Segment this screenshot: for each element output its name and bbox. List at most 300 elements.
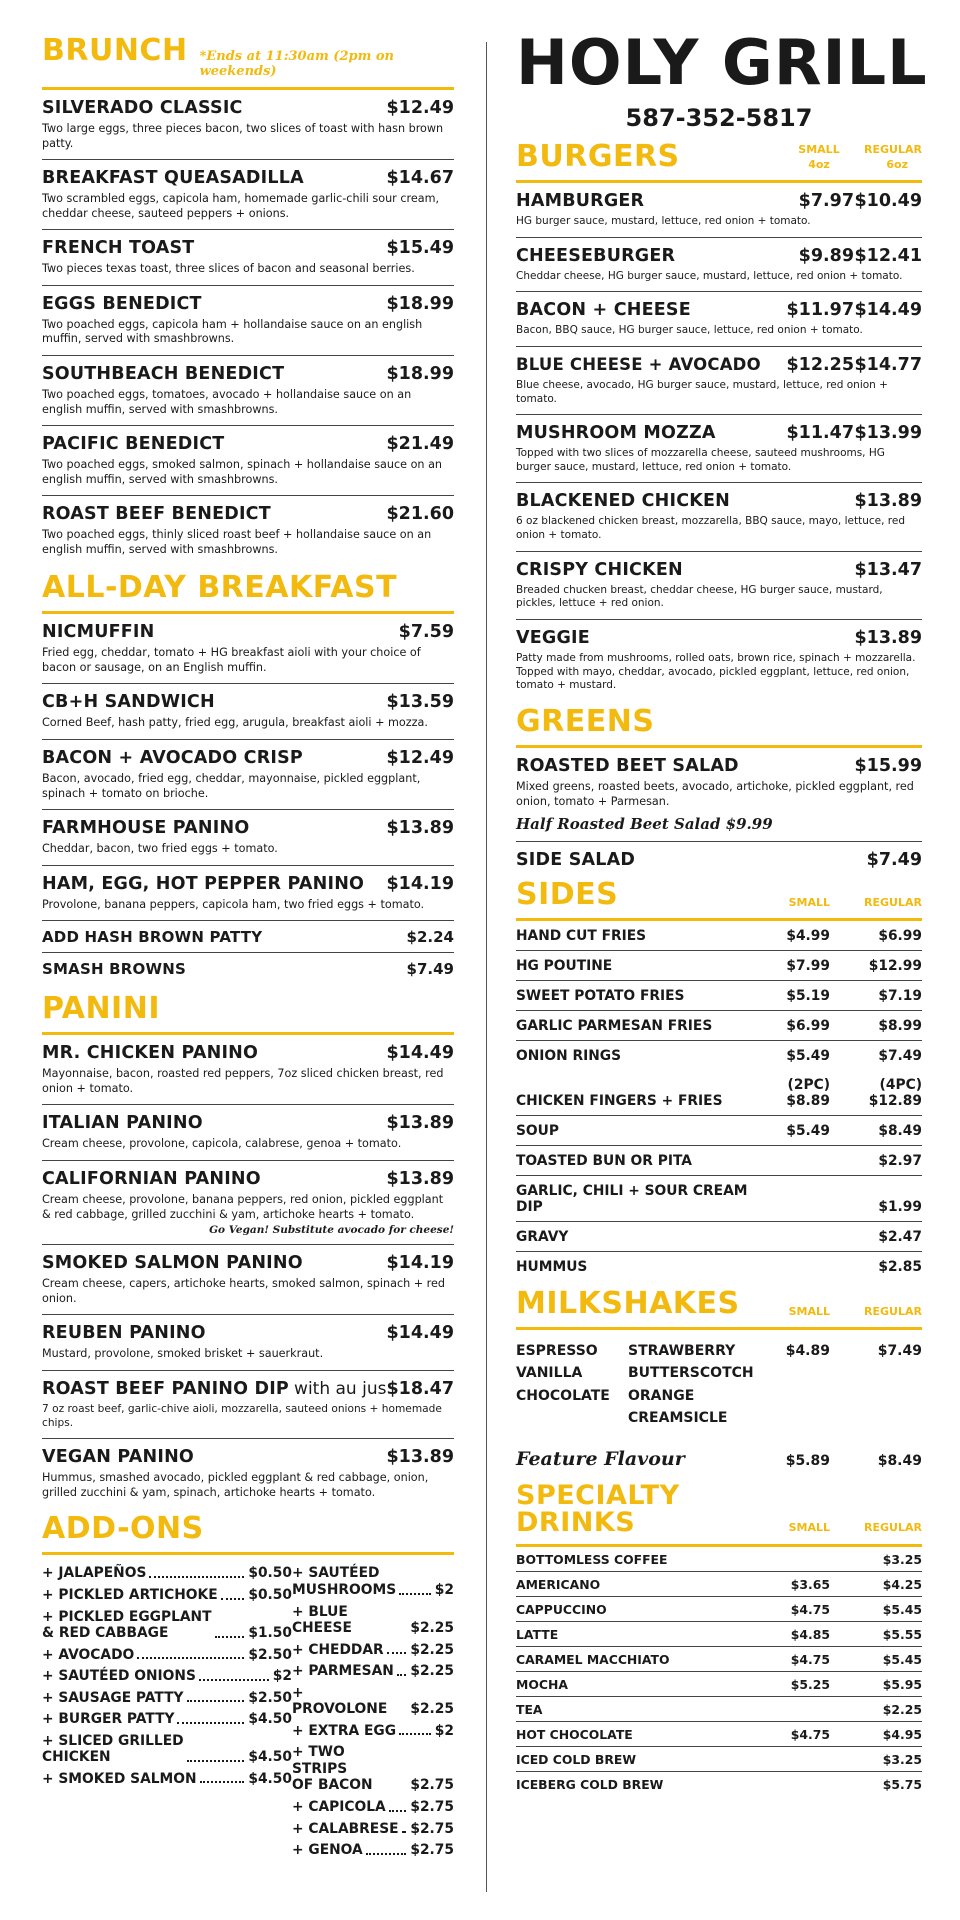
drink-item xyxy=(516,1747,922,1772)
addon-price: $4.50 xyxy=(248,1749,292,1766)
allday-title: ALL-DAY BREAKFAST xyxy=(42,570,398,606)
addon-item xyxy=(292,1842,454,1859)
addon-price: $2.75 xyxy=(410,1777,454,1794)
addon-label: + PICKLED EGGPLANT & RED CABBAGE xyxy=(42,1608,212,1642)
addon-price: $4.50 xyxy=(248,1770,292,1787)
item-description: Breaded chucken breast, cheddar cheese, HG burger sauce, mustard, pickles, lettuce + red onion. xyxy=(516,583,883,610)
addon-item xyxy=(292,1604,454,1637)
size-regular-label: REGULAR xyxy=(864,895,922,909)
menu-item xyxy=(42,426,454,496)
menu-item xyxy=(516,552,922,620)
price-small: $4.89 xyxy=(785,1343,830,1360)
menu-item xyxy=(42,496,454,565)
price-small: $5.49 xyxy=(786,1123,830,1140)
menu-extra-item xyxy=(42,921,454,953)
item-name: CRISPY CHICKEN xyxy=(516,559,683,580)
price-regular: $12.41 xyxy=(854,245,922,266)
item-price: $13.89 xyxy=(386,818,454,839)
item-description: 7 oz roast beef, garlic-chive aioli, mozzarella, sauteed onions + homemade chips. xyxy=(42,1402,442,1429)
price-regular: $2.85 xyxy=(878,1259,922,1276)
item-description: Mustard, provolone, smoked brisket + sauerkraut. xyxy=(42,1347,324,1361)
phone-number: 587-352-5817 xyxy=(625,104,813,132)
addon-item xyxy=(292,1744,454,1794)
panini-title: PANINI xyxy=(42,991,160,1027)
price-small: $5.25 xyxy=(790,1676,830,1692)
addon-label: + SAUSAGE PATTY xyxy=(42,1689,184,1706)
price-regular: $5.95 xyxy=(882,1676,922,1692)
addon-item xyxy=(292,1723,454,1740)
addon-label: + BLUE CHEESE xyxy=(292,1603,352,1637)
size-small-label: SMALL xyxy=(788,1304,830,1318)
drink-item xyxy=(516,1622,922,1647)
item-description: Mixed greens, roasted beets, avocado, artichoke, pickled eggplant, red onion, tomato + Parmesan. xyxy=(516,779,914,808)
addon-item xyxy=(42,1587,292,1604)
addon-price: $2.75 xyxy=(410,1842,454,1859)
size-small-label: SMALL xyxy=(788,895,830,909)
burgers-title: BURGERS xyxy=(516,139,680,174)
item-price: $12.49 xyxy=(386,98,454,118)
item-name: BLACKENED CHICKEN xyxy=(516,491,731,512)
item-name-suffix: with au jus xyxy=(294,1378,387,1399)
item-description: Cheddar, bacon, two fried eggs + tomato. xyxy=(42,842,278,856)
drink-item xyxy=(516,1722,922,1747)
menu-item xyxy=(42,1105,454,1161)
item-name: VEGGIE xyxy=(516,628,590,649)
milkshakes-section xyxy=(516,1286,922,1470)
item-description: Cream cheese, provolone, capicola, calabrese, genoa + tomato. xyxy=(42,1137,402,1151)
addons-rule xyxy=(42,1552,454,1555)
addon-label: + SMOKED SALMON xyxy=(42,1770,197,1787)
price-regular: $10.49 xyxy=(854,191,922,211)
price-small: $4.75 xyxy=(790,1651,830,1667)
price-regular: $14.49 xyxy=(854,300,922,321)
price-regular: $8.49 xyxy=(878,1123,922,1140)
item-name: SMOKED SALMON PANINO xyxy=(42,1253,303,1274)
menu-item xyxy=(516,415,922,483)
drink-item xyxy=(516,1672,922,1697)
price-regular-group xyxy=(830,1077,922,1109)
menu-item xyxy=(42,1035,454,1105)
item-name: ROASTED BEET SALAD xyxy=(516,755,739,776)
price-small-group xyxy=(760,1077,830,1109)
item-description: Cream cheese, provolone, banana peppers, red onion, pickled eggplant & red cabbage, grilled zucchini & yam, artichoke hearts + tomato. xyxy=(42,1192,444,1221)
price-regular: $7.49 xyxy=(877,1343,922,1360)
addon-price: $2.25 xyxy=(410,1641,454,1658)
item-price: $7.49 xyxy=(406,960,454,979)
addon-price: $2 xyxy=(272,1668,292,1685)
addon-item xyxy=(42,1711,292,1728)
size-regular-label: REGULAR 6oz xyxy=(864,143,922,171)
item-description: Two poached eggs, smoked salmon, spinach + hollandaise sauce on an english muffin, served with smashbrowns. xyxy=(42,458,443,486)
side-item xyxy=(516,951,922,981)
item-name: HAND CUT FRIES xyxy=(516,928,647,945)
addons-column-1 xyxy=(42,1565,292,1863)
item-name: GRAVY xyxy=(516,1229,569,1246)
item-description: Bacon, avocado, fried egg, cheddar, mayonnaise, pickled eggplant, spinach + tomato on brioche. xyxy=(42,772,421,800)
size-regular-label: REGULAR xyxy=(864,1304,922,1318)
addon-item xyxy=(42,1771,292,1788)
item-description: Blue cheese, avocado, HG burger sauce, mustard, lettuce, red onion + tomato. xyxy=(516,378,888,405)
feature-flavour-name: Feature Flavour xyxy=(516,1447,685,1470)
piece-count-small: (2PC) xyxy=(787,1077,830,1094)
brunch-section xyxy=(42,33,454,565)
addon-label: + PARMESAN xyxy=(292,1663,394,1680)
addon-item xyxy=(42,1609,292,1642)
addon-label: + CHEDDAR xyxy=(292,1641,384,1658)
item-name: MR. CHICKEN PANINO xyxy=(42,1043,259,1064)
item-price: $15.49 xyxy=(386,238,454,259)
item-name: ROAST BEEF PANINO DIP xyxy=(42,1378,289,1399)
item-price: $21.49 xyxy=(386,434,454,455)
addon-price: $2 xyxy=(434,1722,454,1739)
addon-price: $2.50 xyxy=(248,1689,292,1706)
addon-price: $0.50 xyxy=(248,1565,292,1582)
item-name: TEA xyxy=(516,1701,543,1717)
item-price: $13.89 xyxy=(386,1113,454,1134)
addon-price: $2.25 xyxy=(410,1663,454,1680)
half-salad-option: Half Roasted Beet Salad $9.99 xyxy=(516,815,773,834)
item-price: $13.89 xyxy=(386,1168,454,1189)
price-regular: $2.47 xyxy=(878,1229,922,1246)
menu-item xyxy=(42,1371,454,1440)
price-regular: $4.25 xyxy=(882,1576,922,1592)
item-name: HAM, EGG, HOT PEPPER PANINO xyxy=(42,873,365,894)
price-small: $5.19 xyxy=(786,988,830,1005)
allday-section xyxy=(42,570,454,984)
price-small: $9.89 xyxy=(798,245,854,266)
item-price: $18.99 xyxy=(386,293,454,314)
item-name: BLUE CHEESE + AVOCADO xyxy=(516,354,761,374)
item-name: REUBEN PANINO xyxy=(42,1323,206,1344)
menu-item xyxy=(42,286,454,356)
addon-item xyxy=(292,1821,454,1838)
price-regular: $4.95 xyxy=(882,1726,922,1742)
price-small: $4.75 xyxy=(790,1726,830,1742)
piece-count-regular: (4PC) xyxy=(879,1077,922,1094)
size-regular-label: REGULAR xyxy=(864,1521,922,1535)
price-regular: $5.45 xyxy=(882,1651,922,1667)
item-name: ONION RINGS xyxy=(516,1048,622,1065)
brunch-hours-note: *Ends at 11:30am (2pm on weekends) xyxy=(199,49,394,79)
price-small: $4.85 xyxy=(790,1626,830,1642)
item-description: Hummus, smashed avocado, pickled eggplant & red cabbage, onion, grilled zucchini & yam, spinach, artichoke hearts + tomato. xyxy=(42,1471,429,1499)
size-small-label: SMALL 4oz xyxy=(798,143,840,171)
item-price: $18.47 xyxy=(386,1378,454,1399)
price-regular: $7.19 xyxy=(878,988,922,1005)
price-small xyxy=(760,1777,830,1792)
menu-item xyxy=(42,684,454,740)
price-small: $12.25 xyxy=(786,354,854,375)
price-regular: $13.89 xyxy=(854,628,922,649)
left-column xyxy=(42,28,454,1864)
item-description: Patty made from mushrooms, rolled oats, brown rice, spinach + mozzarella. Topped with mayo, cheddar, avocado, pickled eggplant, lettuce, red onion, tomato + mustard. xyxy=(516,652,916,692)
item-price: $2.24 xyxy=(406,928,454,947)
menu-item xyxy=(516,748,922,842)
menu-item xyxy=(516,347,922,415)
item-name: SWEET POTATO FRIES xyxy=(516,988,685,1005)
milkshakes-rule xyxy=(516,1327,922,1330)
addon-price: $2 xyxy=(434,1581,454,1598)
drinks-section xyxy=(516,1479,922,1796)
side-item xyxy=(516,1116,922,1146)
addon-price: $2.50 xyxy=(248,1646,292,1663)
item-name: SMASH BROWNS xyxy=(42,960,186,979)
price-regular: $8.49 xyxy=(877,1452,922,1469)
price-regular: $2.25 xyxy=(882,1701,922,1717)
item-name: CAPPUCCINO xyxy=(516,1601,607,1617)
addon-label: + SLICED GRILLED CHICKEN xyxy=(42,1732,184,1766)
item-name: AMERICANO xyxy=(516,1576,601,1592)
column-divider xyxy=(486,42,487,1892)
item-price: $21.60 xyxy=(386,504,454,525)
item-name: CHEESEBURGER xyxy=(516,245,676,266)
item-description: Corned Beef, hash patty, fried egg, arugula, breakfast aioli + mozza. xyxy=(42,716,428,730)
price-regular: $6.99 xyxy=(878,928,922,945)
item-description: HG burger sauce, mustard, lettuce, red onion + tomato. xyxy=(516,215,811,227)
addon-label: + JALAPEÑOS xyxy=(42,1565,147,1582)
price-regular: $13.47 xyxy=(854,559,922,580)
item-name: SILVERADO CLASSIC xyxy=(42,98,243,118)
item-name: CB+H SANDWICH xyxy=(42,692,215,713)
addon-item xyxy=(292,1663,454,1680)
drink-item xyxy=(516,1572,922,1597)
side-item xyxy=(516,921,922,951)
addon-label: + SAUTÉED MUSHROOMS xyxy=(292,1565,397,1598)
brunch-list xyxy=(42,90,454,565)
item-name: SOUP xyxy=(516,1123,559,1140)
addon-label: + CAPICOLA xyxy=(292,1798,386,1815)
price-regular: $1.99 xyxy=(878,1199,922,1216)
greens-title: GREENS xyxy=(516,703,655,739)
size-small-label: SMALL xyxy=(788,1521,830,1535)
item-price: $14.19 xyxy=(386,873,454,894)
menu-item xyxy=(42,1439,454,1508)
item-description: 6 oz blackened chicken breast, mozzarella, BBQ sauce, mayo, lettuce, red onion + tomato. xyxy=(516,515,905,542)
drink-item xyxy=(516,1547,922,1572)
addon-price: $2.75 xyxy=(410,1820,454,1837)
item-price: $18.99 xyxy=(386,363,454,384)
price-small: $4.99 xyxy=(786,928,830,945)
drink-item xyxy=(516,1697,922,1722)
price-regular: $7.49 xyxy=(878,1048,922,1065)
price-small: $7.99 xyxy=(786,958,830,975)
addon-price: $2.25 xyxy=(410,1620,454,1637)
addon-price: $1.50 xyxy=(248,1625,292,1642)
item-description: Fried egg, cheddar, tomato + HG breakfast aioli with your choice of bacon or sausage, on an English muffin. xyxy=(42,646,421,674)
addon-label: + AVOCADO xyxy=(42,1646,135,1663)
item-description: Provolone, banana peppers, capicola ham, two fried eggs + tomato. xyxy=(42,897,425,911)
price-small: $8.89 xyxy=(786,1093,830,1110)
price-regular: $8.99 xyxy=(878,1018,922,1035)
addon-label: + SAUTÉED ONIONS xyxy=(42,1668,196,1685)
addon-item xyxy=(42,1668,292,1685)
flavour-list-2: STRAWBERRY BUTTERSCOTCH ORANGE CREAMSICLE xyxy=(628,1343,754,1427)
addons-section xyxy=(42,1511,454,1863)
menu-item xyxy=(42,160,454,230)
item-price: $14.49 xyxy=(386,1323,454,1344)
price-regular: $5.45 xyxy=(882,1601,922,1617)
item-name: HG POUTINE xyxy=(516,958,613,975)
addon-item xyxy=(292,1685,454,1718)
item-name: SOUTHBEACH BENEDICT xyxy=(42,363,285,384)
item-description: Bacon, BBQ sauce, HG burger sauce, lettuce, red onion + tomato. xyxy=(516,324,863,337)
item-name: MOCHA xyxy=(516,1676,568,1692)
drinks-title: SPECIALTY DRINKS xyxy=(516,1479,680,1538)
menu-item xyxy=(516,620,922,701)
item-name: CARAMEL MACCHIATO xyxy=(516,1651,670,1667)
item-name: PACIFIC BENEDICT xyxy=(42,434,225,455)
side-item xyxy=(516,1070,922,1116)
item-name: GARLIC, CHILI + SOUR CREAM DIP xyxy=(516,1183,748,1216)
side-item xyxy=(516,1011,922,1041)
item-price: $7.49 xyxy=(866,850,922,871)
side-item xyxy=(516,1041,922,1070)
item-name: MUSHROOM MOZZA xyxy=(516,423,716,444)
item-name: BACON + AVOCADO CRISP xyxy=(42,748,303,768)
addon-label: + PROVOLONE xyxy=(292,1684,388,1718)
item-name: CHICKEN FINGERS + FRIES xyxy=(516,1093,723,1110)
price-small xyxy=(760,1552,830,1567)
side-item xyxy=(516,981,922,1011)
sides-section xyxy=(516,877,922,1281)
item-description: Cream cheese, capers, artichoke hearts, smoked salmon, spinach + red onion. xyxy=(42,1277,446,1305)
item-price: $13.59 xyxy=(386,692,454,713)
addon-price: $2.75 xyxy=(410,1798,454,1815)
price-regular: $13.89 xyxy=(854,491,922,512)
price-small: $11.47 xyxy=(786,423,854,444)
menu-item xyxy=(516,483,922,551)
item-description: Two large eggs, three pieces bacon, two slices of toast with hasn brown patty. xyxy=(42,122,444,150)
sides-title: SIDES xyxy=(516,877,619,913)
vegan-note: Go Vegan! Substitute avocado for cheese! xyxy=(209,1224,454,1237)
side-item xyxy=(516,1222,922,1252)
item-price: $15.99 xyxy=(854,755,922,776)
flavour-list-1: ESPRESSO VANILLA CHOCOLATE xyxy=(516,1343,610,1404)
restaurant-logo-title: HOLY GRILL xyxy=(516,26,928,99)
drink-item xyxy=(516,1647,922,1672)
item-name: FARMHOUSE PANINO xyxy=(42,818,250,839)
addon-item xyxy=(42,1565,292,1582)
item-description: Two poached eggs, capicola ham + hollandaise sauce on an english muffin, served with smashbrowns. xyxy=(42,317,423,346)
addon-price: $4.50 xyxy=(248,1711,292,1728)
addon-label: + BURGER PATTY xyxy=(42,1711,175,1728)
addon-item xyxy=(42,1647,292,1664)
item-description: Two poached eggs, tomatoes, avocado + hollandaise sauce on an english muffin, served with smashbrowns. xyxy=(42,387,412,416)
drink-item xyxy=(516,1597,922,1622)
price-small: $5.49 xyxy=(786,1048,830,1065)
item-name: SIDE SALAD xyxy=(516,850,636,871)
addons-column-2 xyxy=(292,1565,454,1863)
feature-flavour-row xyxy=(516,1448,922,1470)
addon-item xyxy=(42,1733,292,1766)
price-small xyxy=(760,1752,830,1767)
price-small: $4.75 xyxy=(790,1601,830,1617)
menu-item xyxy=(516,842,922,878)
menu-item xyxy=(42,614,454,684)
price-regular: $3.25 xyxy=(882,1551,922,1567)
price-regular: $12.89 xyxy=(868,1093,922,1110)
right-column xyxy=(516,26,928,1796)
item-description: Topped with two slices of mozzarella cheese, sauteed mushrooms, HG burger sauce, mustard, lettuce, red onion + tomato. xyxy=(516,447,885,473)
greens-section xyxy=(516,703,922,878)
item-name: ICED COLD BREW xyxy=(516,1751,637,1767)
item-price: $14.67 xyxy=(386,168,454,189)
item-description: Two scrambled eggs, capicola ham, homemade garlic-chili sour cream, cheddar cheese, sauteed peppers + onions. xyxy=(42,192,440,220)
price-small: $7.97 xyxy=(798,191,854,211)
menu-item xyxy=(42,230,454,286)
menu-item xyxy=(516,238,922,293)
price-regular: $13.99 xyxy=(854,423,922,444)
item-name: HOT CHOCOLATE xyxy=(516,1726,633,1742)
addon-label: + EXTRA EGG xyxy=(292,1722,397,1739)
menu-item xyxy=(42,1161,454,1245)
item-name: BOTTOMLESS COFFEE xyxy=(516,1551,668,1567)
panini-section xyxy=(42,991,454,1508)
item-name: EGGS BENEDICT xyxy=(42,293,202,314)
item-description: Two poached eggs, thinly sliced roast beef + hollandaise sauce on an english muffin, served with smashbrowns. xyxy=(42,528,432,556)
addon-item xyxy=(292,1642,454,1659)
addons-title: ADD-ONS xyxy=(42,1511,204,1547)
menu-item xyxy=(42,1245,454,1315)
item-price: $14.19 xyxy=(386,1253,454,1274)
addon-price: $2.25 xyxy=(410,1701,454,1718)
addon-item xyxy=(42,1690,292,1707)
side-item xyxy=(516,1252,922,1281)
menu-item xyxy=(516,183,922,238)
menu-item xyxy=(42,810,454,866)
item-name: FRENCH TOAST xyxy=(42,238,195,259)
addon-item xyxy=(292,1799,454,1816)
price-regular: $3.25 xyxy=(882,1751,922,1767)
side-item xyxy=(516,1176,922,1222)
item-name: ITALIAN PANINO xyxy=(42,1113,203,1134)
menu-item xyxy=(42,356,454,426)
side-item xyxy=(516,1146,922,1176)
price-small xyxy=(760,1702,830,1717)
item-name: VEGAN PANINO xyxy=(42,1447,194,1468)
brunch-title: BRUNCH xyxy=(42,33,188,68)
item-name: GARLIC PARMESAN FRIES xyxy=(516,1018,713,1035)
price-small: $3.65 xyxy=(790,1576,830,1592)
addon-label: + CALABRESE xyxy=(292,1820,399,1837)
item-description: Cheddar cheese, HG burger sauce, mustard, lettuce, red onion + tomato. xyxy=(516,269,903,282)
item-name: ROAST BEEF BENEDICT xyxy=(42,504,271,525)
item-name: CALIFORNIAN PANINO xyxy=(42,1168,261,1189)
addon-price: $0.50 xyxy=(248,1586,292,1603)
item-description: Mayonnaise, bacon, roasted red peppers, 7oz sliced chicken breast, red onion + tomato. xyxy=(42,1067,444,1095)
price-regular: $14.77 xyxy=(854,354,922,375)
price-regular: $2.97 xyxy=(878,1153,922,1170)
price-small: $11.97 xyxy=(786,300,854,321)
item-name: LATTE xyxy=(516,1626,559,1642)
price-regular: $5.55 xyxy=(882,1626,922,1642)
item-price: $12.49 xyxy=(386,748,454,768)
milkshake-flavours xyxy=(516,1340,922,1430)
item-name: HUMMUS xyxy=(516,1259,588,1276)
price-small: $5.89 xyxy=(785,1452,830,1469)
menu-extra-item xyxy=(42,953,454,984)
item-price: $7.59 xyxy=(398,622,454,643)
item-price: $13.89 xyxy=(386,1447,454,1468)
addon-label: + PICKLED ARTICHOKE xyxy=(42,1586,218,1603)
item-price: $14.49 xyxy=(386,1043,454,1064)
addon-label: + GENOA xyxy=(292,1842,363,1859)
item-name: HAMBURGER xyxy=(516,191,645,211)
milkshakes-title: MILKSHAKES xyxy=(516,1286,740,1322)
menu-item xyxy=(42,740,454,810)
price-small: $6.99 xyxy=(786,1018,830,1035)
burgers-section xyxy=(516,139,922,701)
